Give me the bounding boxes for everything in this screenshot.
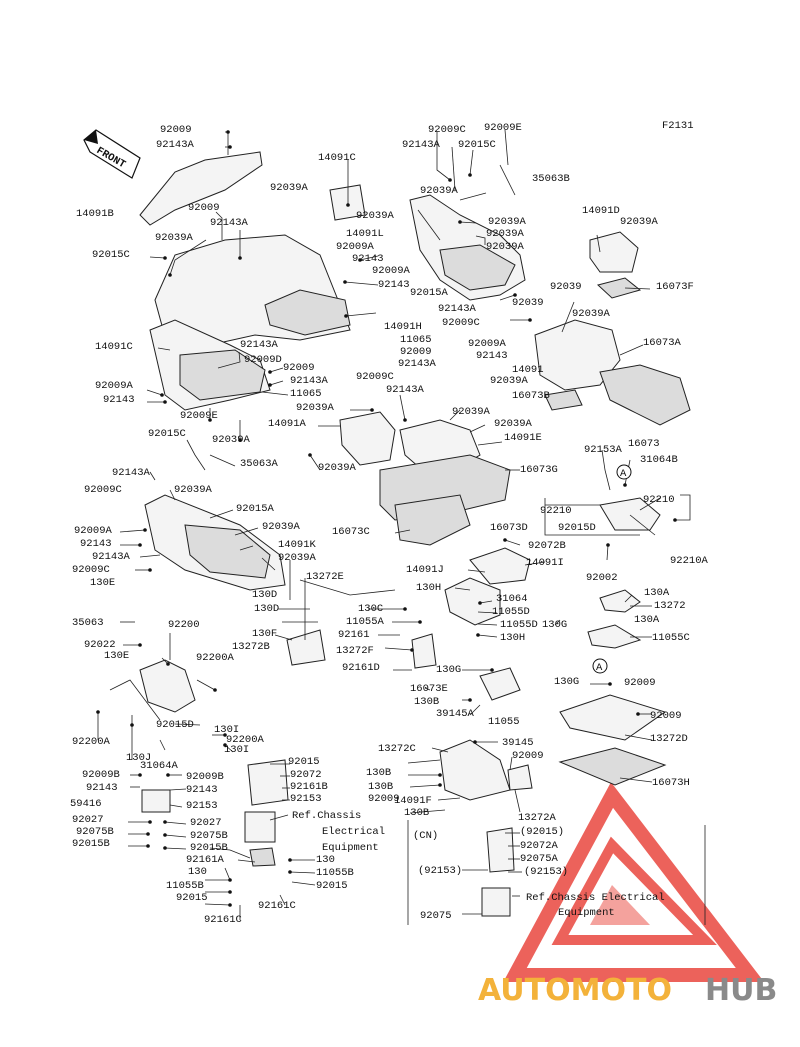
part-number-label: 92022 bbox=[84, 639, 116, 651]
part-number-label: 11055B bbox=[166, 880, 204, 892]
bar-35063b bbox=[500, 165, 515, 195]
part-number-label: 92027 bbox=[72, 814, 104, 826]
part-number-label: 92039A bbox=[420, 185, 458, 197]
bracket-130a bbox=[600, 590, 640, 612]
part-number-label: 92143A bbox=[386, 384, 424, 396]
part-number-label: 92143 bbox=[352, 253, 384, 265]
part-number-label: 92143A bbox=[402, 139, 440, 151]
part-number-label: 39145 bbox=[502, 737, 534, 749]
part-number-label: 31064 bbox=[496, 593, 528, 605]
part-number-label: 130A bbox=[644, 587, 670, 599]
pad-16073a bbox=[600, 365, 690, 425]
battery-cover-92072 bbox=[248, 760, 288, 805]
part-number-label: 92009 bbox=[188, 202, 220, 214]
part-number-label: 92143 bbox=[80, 538, 112, 550]
part-number-label: 92143A bbox=[156, 139, 194, 151]
part-number-label: 11055B bbox=[316, 867, 354, 879]
part-number-label: 92039A bbox=[488, 216, 526, 228]
part-number-label: 14091L bbox=[346, 228, 384, 240]
part-number-label: 13272A bbox=[518, 812, 556, 824]
part-number-label: 92015B bbox=[72, 838, 110, 850]
part-number-label: 16073H bbox=[652, 777, 690, 789]
part-number-label: 92039A bbox=[356, 210, 394, 222]
part-number-label: 92039A bbox=[262, 521, 300, 533]
cn-label: (CN) bbox=[413, 830, 439, 842]
part-number-label: 92015D bbox=[156, 719, 194, 731]
part-number-label: 92075A bbox=[520, 853, 558, 865]
part-number-label: 16073D bbox=[490, 522, 528, 534]
part-number-label: 130E bbox=[104, 650, 130, 662]
part-number-label: 92015D bbox=[558, 522, 596, 534]
part-number-label: 11065 bbox=[290, 388, 322, 400]
part-number-label: 13272C bbox=[378, 743, 416, 755]
part-number-label: 92009 bbox=[650, 710, 682, 722]
part-number-label: 130B bbox=[366, 767, 392, 779]
part-number-label: 92153 bbox=[186, 800, 218, 812]
part-number-label: 92072 bbox=[290, 769, 322, 781]
part-number-label: 16073F bbox=[656, 281, 694, 293]
front-arrow bbox=[84, 130, 140, 178]
part-number-label: 92039A bbox=[494, 418, 532, 430]
part-number-label: 92009 bbox=[160, 124, 192, 136]
part-number-label: 130E bbox=[90, 577, 116, 589]
part-number-label: 14091C bbox=[95, 341, 133, 353]
part-number-label: 14091C bbox=[318, 152, 356, 164]
part-number-label: 92009E bbox=[180, 410, 218, 422]
part-number-label: 92161A bbox=[186, 854, 224, 866]
part-number-label: 92075B bbox=[76, 826, 114, 838]
part-number-label: 92039A bbox=[212, 434, 250, 446]
part-number-label: 13272B bbox=[232, 641, 270, 653]
part-number-label: 92039A bbox=[486, 241, 524, 253]
battery-left bbox=[142, 790, 170, 812]
part-number-label: 92009 bbox=[512, 750, 544, 762]
watermark-triangle-core bbox=[590, 885, 650, 925]
part-number-label: 92143A bbox=[398, 358, 436, 370]
part-number-label: 92009C bbox=[356, 371, 394, 383]
part-number-label: 14091I bbox=[526, 557, 564, 569]
part-number-label: 16073 bbox=[628, 438, 660, 450]
part-number-label: 92210 bbox=[540, 505, 572, 517]
part-number-label: 92039A bbox=[318, 462, 356, 474]
part-number-label: 11055C bbox=[652, 632, 690, 644]
part-number-label: 92009A bbox=[468, 338, 506, 350]
part-number-label: 92015C bbox=[458, 139, 496, 151]
part-number-label: 92015C bbox=[148, 428, 186, 440]
part-number-label: 35063B bbox=[532, 173, 570, 185]
part-number-label: 92015 bbox=[176, 892, 208, 904]
part-number-label: 92039A bbox=[155, 232, 193, 244]
part-number-label: 14091H bbox=[384, 321, 422, 333]
part-number-label: 92210A bbox=[670, 555, 708, 567]
part-number-label: 92075 bbox=[420, 910, 452, 922]
part-number-label: 14091A bbox=[268, 418, 306, 430]
part-number-label: 92072B bbox=[528, 540, 566, 552]
part-number-label: 92143A bbox=[438, 303, 476, 315]
part-number-label: 130A bbox=[634, 614, 660, 626]
part-number-label: 92143 bbox=[476, 350, 508, 362]
panel-14091a bbox=[340, 412, 395, 465]
part-number-label: 92143A bbox=[112, 467, 150, 479]
part-number-label: 92015B bbox=[190, 842, 228, 854]
part-number-label: 16073C bbox=[332, 526, 370, 538]
part-number-label: 92143 bbox=[86, 782, 118, 794]
part-number-label: 92015A bbox=[410, 287, 448, 299]
part-number-label: 130B bbox=[404, 807, 430, 819]
part-number-label: 130G bbox=[554, 676, 580, 688]
part-number-label: 92039A bbox=[174, 484, 212, 496]
part-number-label: 31064B bbox=[640, 454, 678, 466]
part-number-label: 92143A bbox=[92, 551, 130, 563]
part-number-label: 92161 bbox=[338, 629, 370, 641]
panel-14091j bbox=[470, 548, 530, 584]
part-number-label: 14091D bbox=[582, 205, 620, 217]
pad-16073h bbox=[560, 748, 665, 785]
part-number-label: 11055 bbox=[488, 716, 520, 728]
part-number-label: 35063A bbox=[240, 458, 278, 470]
guard-14091b bbox=[140, 152, 262, 225]
part-number-label: 92039A bbox=[270, 182, 308, 194]
svg-text:Ref.Chassis: Ref.Chassis bbox=[292, 810, 362, 822]
svg-text:Ref.Chassis Electrical: Ref.Chassis Electrical bbox=[526, 892, 665, 904]
part-number-label: 92039A bbox=[296, 402, 334, 414]
part-number-label: 130 bbox=[316, 854, 335, 866]
watermark-text bbox=[478, 973, 777, 1008]
part-number-label: 92210 bbox=[643, 494, 675, 506]
part-number-label: 92009A bbox=[74, 525, 112, 537]
figure-code: F2131 bbox=[662, 120, 694, 132]
part-number-label: 92015 bbox=[288, 756, 320, 768]
part-number-label: 92075B bbox=[190, 830, 228, 842]
part-number-label: 92161D bbox=[342, 662, 380, 674]
part-number-label: 130C bbox=[358, 603, 384, 615]
part-number-label: 92143 bbox=[378, 279, 410, 291]
part-number-label: (92153) bbox=[524, 866, 569, 878]
part-number-label: 92039A bbox=[572, 308, 610, 320]
part-number-label: 92143A bbox=[240, 339, 278, 351]
part-number-label: 130G bbox=[542, 619, 568, 631]
svg-text:HUB: HUB bbox=[705, 973, 778, 1008]
svg-text:FRONT: FRONT bbox=[94, 145, 128, 172]
part-number-label: 92039 bbox=[550, 281, 582, 293]
part-number-label: 14091J bbox=[406, 564, 444, 576]
battery-main bbox=[245, 812, 275, 842]
part-number-label: 92015A bbox=[236, 503, 274, 515]
part-number-label: 31064A bbox=[140, 760, 178, 772]
part-number-label: 13272 bbox=[654, 600, 686, 612]
bracket-13272a bbox=[508, 765, 532, 790]
part-number-label: 16073G bbox=[520, 464, 558, 476]
circle-mark-a-2 bbox=[593, 659, 607, 674]
part-number-label: 14091E bbox=[504, 432, 542, 444]
bracket-13272c bbox=[440, 740, 510, 800]
part-number-label: 130G bbox=[436, 664, 462, 676]
part-number-label: 92015 bbox=[316, 880, 348, 892]
part-number-label: 130F bbox=[252, 628, 278, 640]
part-number-label: 92072A bbox=[520, 840, 558, 852]
pad-16073b bbox=[545, 390, 582, 410]
part-number-label: 92143 bbox=[103, 394, 135, 406]
svg-text:Equipment: Equipment bbox=[322, 842, 379, 854]
part-number-label: 14091B bbox=[76, 208, 114, 220]
part-number-label: 130D bbox=[252, 589, 278, 601]
part-number-label: 92009B bbox=[186, 771, 224, 783]
part-number-label: 11065 bbox=[400, 334, 432, 346]
part-number-label: 35063 bbox=[72, 617, 104, 629]
part-number-label: 11055D bbox=[500, 619, 538, 631]
part-number-label: (92015) bbox=[520, 826, 565, 838]
part-number-label: 92161B bbox=[290, 781, 328, 793]
part-number-label: 92015C bbox=[92, 249, 130, 261]
part-number-label: 13272E bbox=[306, 571, 344, 583]
part-number-label: 92009E bbox=[484, 122, 522, 134]
part-number-label: 130I bbox=[214, 724, 240, 736]
part-number-label: 92009 bbox=[368, 793, 400, 805]
part-number-label: 13272D bbox=[650, 733, 688, 745]
part-number-label: 92153 bbox=[290, 793, 322, 805]
part-number-label: 92009C bbox=[84, 484, 122, 496]
pad-92161a bbox=[250, 848, 275, 866]
part-number-label: 92009B bbox=[82, 769, 120, 781]
part-number-label: 92027 bbox=[190, 817, 222, 829]
part-number-label: 92200A bbox=[226, 734, 264, 746]
svg-text:Electrical: Electrical bbox=[322, 826, 386, 838]
part-number-label: 11055D bbox=[492, 606, 530, 618]
part-number-label: 130B bbox=[368, 781, 394, 793]
svg-text:Equipment: Equipment bbox=[558, 907, 615, 919]
part-number-label: 92009A bbox=[336, 241, 374, 253]
part-number-label: 92009 bbox=[400, 346, 432, 358]
part-number-label: 16073B bbox=[512, 390, 550, 402]
part-number-label: 92200A bbox=[196, 652, 234, 664]
part-number-label: 92153A bbox=[584, 444, 622, 456]
part-number-label: 92143 bbox=[186, 784, 218, 796]
plate-11055c bbox=[588, 625, 640, 648]
part-number-label: 92009D bbox=[244, 354, 282, 366]
part-number-label: 14091K bbox=[278, 539, 316, 551]
part-number-label: 92039A bbox=[620, 216, 658, 228]
part-number-label: 92009C bbox=[442, 317, 480, 329]
bracket-11055 bbox=[480, 668, 520, 700]
part-number-label: 92143A bbox=[290, 375, 328, 387]
part-number-label: 92161C bbox=[258, 900, 296, 912]
part-number-label: 92200A bbox=[72, 736, 110, 748]
part-number-label: 92009 bbox=[283, 362, 315, 374]
part-number-label: 92009 bbox=[624, 677, 656, 689]
part-number-label: 14091F bbox=[394, 795, 432, 807]
part-number-label: 39145A bbox=[436, 708, 474, 720]
part-number-label: 92200 bbox=[168, 619, 200, 631]
plate-13272f bbox=[412, 634, 436, 668]
part-number-label: 92009C bbox=[428, 124, 466, 136]
part-number-label: 92143A bbox=[210, 217, 248, 229]
part-number-label: 92039A bbox=[486, 228, 524, 240]
part-number-label: 130D bbox=[254, 603, 280, 615]
part-number-label: 130 bbox=[188, 866, 207, 878]
part-number-label: 92161C bbox=[204, 914, 242, 926]
svg-text:A: A bbox=[620, 468, 627, 480]
part-number-label: 130J bbox=[126, 752, 152, 764]
part-number-label: 92039A bbox=[452, 406, 490, 418]
part-number-label: 92009A bbox=[95, 380, 133, 392]
part-number-label: 92009A bbox=[372, 265, 410, 277]
part-number-label: 11055A bbox=[346, 616, 384, 628]
part-number-label: 16073A bbox=[643, 337, 681, 349]
ref-chassis-note-1 bbox=[292, 810, 385, 854]
cn-battery bbox=[482, 888, 510, 916]
part-number-label: 92039A bbox=[278, 552, 316, 564]
part-number-label: 14091 bbox=[512, 364, 544, 376]
part-number-label: 130H bbox=[500, 632, 526, 644]
plate-13272b bbox=[287, 630, 325, 665]
svg-text:AUTOMOTO: AUTOMOTO bbox=[478, 973, 672, 1008]
part-number-label: 92009C bbox=[72, 564, 110, 576]
part-number-label: 13272F bbox=[336, 645, 374, 657]
part-number-label: 130H bbox=[416, 582, 442, 594]
part-number-label: 16073E bbox=[410, 683, 448, 695]
part-number-label: 130I bbox=[224, 744, 250, 756]
part-number-label: (92153) bbox=[418, 865, 463, 877]
part-number-label: 130B bbox=[414, 696, 440, 708]
part-number-label: 92002 bbox=[586, 572, 618, 584]
part-number-label: 59416 bbox=[70, 798, 102, 810]
circle-mark-a-1 bbox=[617, 465, 631, 480]
cn-cover-92072a bbox=[487, 828, 514, 872]
svg-text:A: A bbox=[596, 662, 603, 674]
part-number-label: 92039 bbox=[512, 297, 544, 309]
part-number-label: 92039A bbox=[490, 375, 528, 387]
